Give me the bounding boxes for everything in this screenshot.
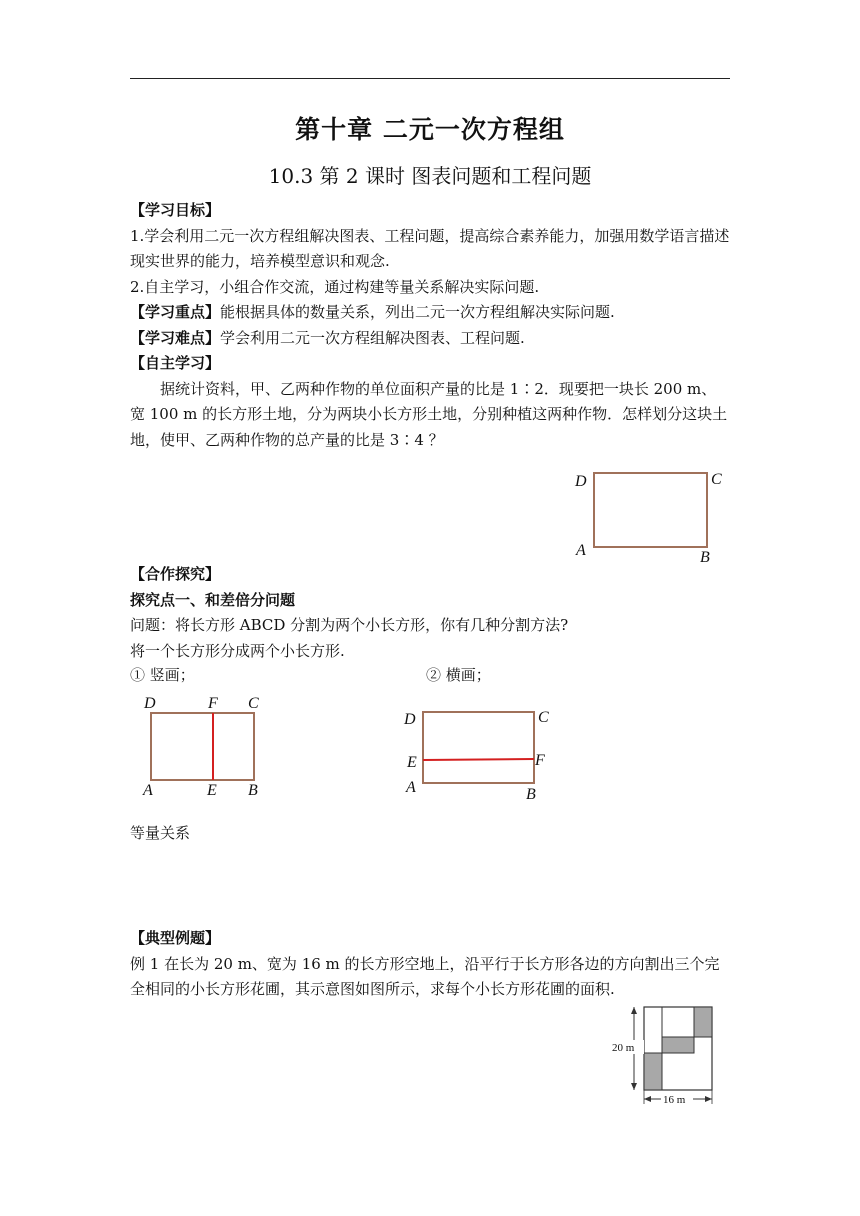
label-f: F: [535, 752, 545, 769]
lesson-title: 10.3 第 2 课时 图表问题和工程问题: [268, 164, 592, 188]
difficulty-text: 学会利用二元一次方程组解决图表、工程问题.: [220, 328, 525, 347]
width-label: 16 m: [663, 1094, 686, 1106]
document-body: [130, 198, 730, 453]
garden-bed-1: [694, 1007, 712, 1037]
rect-abcd: [594, 473, 707, 547]
top-rule: [130, 78, 730, 79]
goals-heading: 【学习目标】: [130, 201, 221, 219]
figure-garden: [606, 1004, 718, 1110]
figure-horizontal-split: [400, 700, 560, 805]
height-arrow-bottom: [631, 1083, 637, 1090]
garden-bed-2: [662, 1037, 694, 1053]
difficulty-point: [130, 326, 730, 352]
explore-point: 探究点一、和差倍分问题: [130, 590, 296, 609]
label-d: D: [575, 473, 587, 490]
example-1-text: 例 1 在长为 20 m、宽为 16 m 的长方形空地上，沿平行于长方形各边的方向割出三个完全相同的小长方形花圃，其示意图如图所示，求每个小长方形花圃的面积.: [130, 954, 720, 998]
label-a: A: [406, 779, 416, 796]
label-d: D: [144, 695, 156, 712]
key-text: 能根据具体的数量关系，列出二元一次方程组解决实际问题.: [220, 303, 615, 321]
width-arrow-right: [705, 1096, 712, 1102]
difficulty-heading: 【学习难点】: [130, 328, 221, 347]
goal-2: 2.自主学习，小组合作交流，通过构建等量关系解决实际问题.: [130, 277, 540, 296]
garden-inner-line-1: [662, 1007, 694, 1037]
examples-heading: 【典型例题】: [130, 929, 221, 947]
label-c: C: [711, 471, 722, 488]
option-vertical: ① 竖画；: [130, 666, 195, 684]
height-arrow-top: [631, 1007, 637, 1014]
rect-vertical: [151, 713, 254, 780]
label-c: C: [248, 695, 259, 712]
key-heading: 【学习重点】: [130, 303, 221, 321]
label-a: A: [143, 782, 153, 799]
coop-section: [130, 562, 730, 664]
rect-horizontal: [423, 712, 534, 783]
label-d: D: [404, 711, 416, 728]
examples-section: [130, 926, 730, 1003]
chapter-title: 第十章 二元一次方程组: [295, 115, 565, 144]
coop-heading: 【合作探究】: [130, 565, 221, 583]
label-e: E: [207, 782, 217, 799]
label-c: C: [538, 709, 549, 726]
key-point: [130, 300, 730, 326]
figure-rect-abcd: [570, 462, 730, 570]
self-study-text: 据统计资料，甲、乙两种作物的单位面积产量的比是 1∶2．现要把一块长 200 m、宽 100 m 的长方形土地，分为两块小长方形土地，分别种植这两种作物．怎样划分这块土地，使甲、乙两种作物的总产量的比是 3∶4 ？: [130, 379, 728, 449]
label-e: E: [407, 754, 417, 771]
question: 问题：将长方形 ABCD 分割为两个小长方形，你有几种分割方法?: [130, 616, 569, 634]
width-arrow-left: [644, 1096, 651, 1102]
garden-bed-3: [644, 1053, 662, 1090]
label-b: B: [700, 549, 710, 566]
label-f: F: [208, 695, 218, 712]
equal-relation-label: 等量关系: [130, 824, 191, 842]
option-horizontal: ② 横画；: [426, 666, 491, 684]
self-study-heading: 【自主学习】: [130, 354, 221, 372]
instruction: 将一个长方形分成两个小长方形.: [130, 641, 345, 660]
label-a: A: [576, 542, 586, 559]
label-b: B: [526, 786, 536, 803]
goal-1: 1.学会利用二元一次方程组解决图表、工程问题，提高综合素养能力，加强用数学语言描述现实世界的能力，培养模型意识和观念.: [130, 226, 730, 270]
figure-vertical-split: [140, 692, 270, 802]
height-label: 20 m: [612, 1042, 635, 1054]
label-b: B: [248, 782, 258, 799]
divider-ef: [423, 759, 534, 760]
